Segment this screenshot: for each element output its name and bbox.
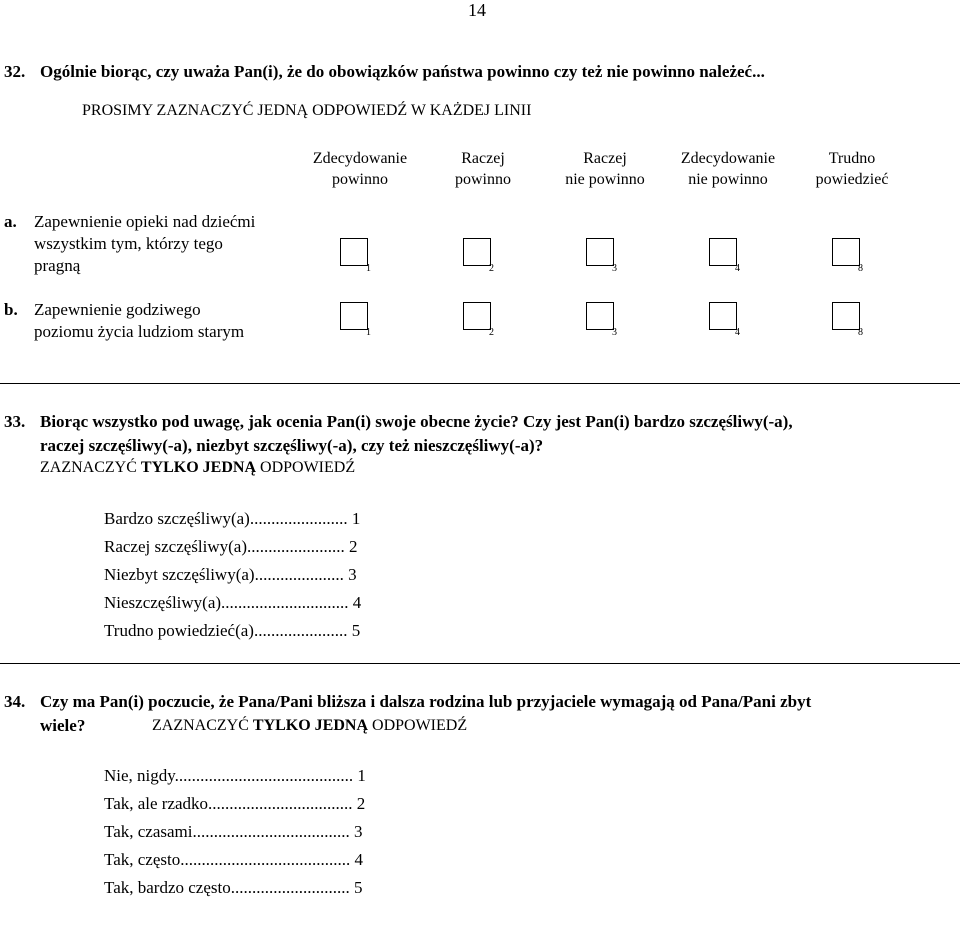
q34-number: 34. — [4, 692, 26, 711]
section-divider — [0, 663, 960, 664]
column-header-5: Trudno powiedzieć — [815, 150, 889, 188]
q34-option-3[interactable]: Tak, czasami..................................... 3 — [104, 822, 363, 841]
row-b-letter: b. — [4, 300, 18, 319]
row-b-checkbox-3[interactable] — [586, 302, 614, 330]
q33-option-2[interactable]: Raczej szczęśliwy(a)....................... 2 — [104, 537, 358, 556]
row-b-code-8: 8 — [858, 327, 863, 338]
row-a-letter: a. — [4, 212, 17, 231]
row-a-checkbox-3[interactable] — [586, 238, 614, 266]
row-b-checkbox-2[interactable] — [463, 302, 491, 330]
row-a-checkbox-4[interactable] — [709, 238, 737, 266]
q33-option-5[interactable]: Trudno powiedzieć(a)...................... 5 — [104, 621, 361, 640]
row-b-code-4: 4 — [735, 327, 740, 338]
column-header-4: Zdecydowanie nie powinno — [680, 150, 776, 188]
page-number: 14 — [468, 0, 486, 20]
row-b-code-2: 2 — [489, 327, 494, 338]
row-a-code-8: 8 — [858, 263, 863, 274]
q34-option-1[interactable]: Nie, nigdy.......................................... 1 — [104, 766, 366, 785]
q33-option-4[interactable]: Nieszczęśliwy(a).............................. 4 — [104, 593, 362, 612]
q34-text-line2: wiele? — [40, 716, 86, 735]
row-b-code-1: 1 — [366, 327, 371, 338]
q33-option-3[interactable]: Niezbyt szczęśliwy(a)..................... 3 — [104, 565, 357, 584]
q34-option-4[interactable]: Tak, często........................................ 4 — [104, 850, 363, 869]
row-a-checkbox-8[interactable] — [832, 238, 860, 266]
column-header-2: Raczej powinno — [455, 150, 511, 188]
row-b-checkbox-1[interactable] — [340, 302, 368, 330]
q32-number: 32. — [4, 62, 26, 81]
row-a-checkbox-2[interactable] — [463, 238, 491, 266]
row-a-code-2: 2 — [489, 263, 494, 274]
row-b-code-3: 3 — [612, 327, 617, 338]
q34-instruction: ZAZNACZYĆ TYLKO JEDNĄ ODPOWIEDŹ — [152, 717, 468, 734]
q33-option-1[interactable]: Bardzo szczęśliwy(a)....................... 1 — [104, 509, 361, 528]
row-b-checkbox-8[interactable] — [832, 302, 860, 330]
row-a-code-3: 3 — [612, 263, 617, 274]
row-a-checkbox-1[interactable] — [340, 238, 368, 266]
q32-text: Ogólnie biorąc, czy uważa Pan(i), że do obowiązków państwa powinno czy też nie powinno należeć... — [40, 62, 765, 81]
q33-text-line1: Biorąc wszystko pod uwagę, jak ocenia Pan(i) swoje obecne życie? Czy jest Pan(i) bardzo szczęśliwy(-a), — [40, 412, 793, 431]
q33-number: 33. — [4, 412, 26, 431]
q34-text-line1: Czy ma Pan(i) poczucie, że Pana/Pani bliższa i dalsza rodzina lub przyjaciele wymagają od Pana/Pani zbyt — [40, 692, 812, 711]
row-a-label: Zapewnienie opieki nad dziećmi wszystkim tym, którzy tego pragną — [34, 212, 256, 275]
row-a-code-1: 1 — [366, 263, 371, 274]
q34-option-2[interactable]: Tak, ale rzadko.................................. 2 — [104, 794, 366, 813]
column-header-1: Zdecydowanie powinno — [312, 150, 408, 188]
q34-option-5[interactable]: Tak, bardzo często............................ 5 — [104, 878, 363, 897]
q33-instruction: ZAZNACZYĆ TYLKO JEDNĄ ODPOWIEDŹ — [40, 459, 356, 476]
column-header-3: Raczej nie powinno — [565, 150, 645, 188]
section-divider — [0, 383, 960, 384]
q33-text-line2: raczej szczęśliwy(-a), niezbyt szczęśliwy(-a), czy też nieszczęśliwy(-a)? — [40, 436, 544, 455]
row-a-code-4: 4 — [735, 263, 740, 274]
row-b-checkbox-4[interactable] — [709, 302, 737, 330]
q32-instruction: PROSIMY ZAZNACZYĆ JEDNĄ ODPOWIEDŹ W KAŻDEJ LINII — [82, 102, 532, 119]
row-b-label: Zapewnienie godziwego poziomu życia ludziom starym — [34, 300, 245, 341]
